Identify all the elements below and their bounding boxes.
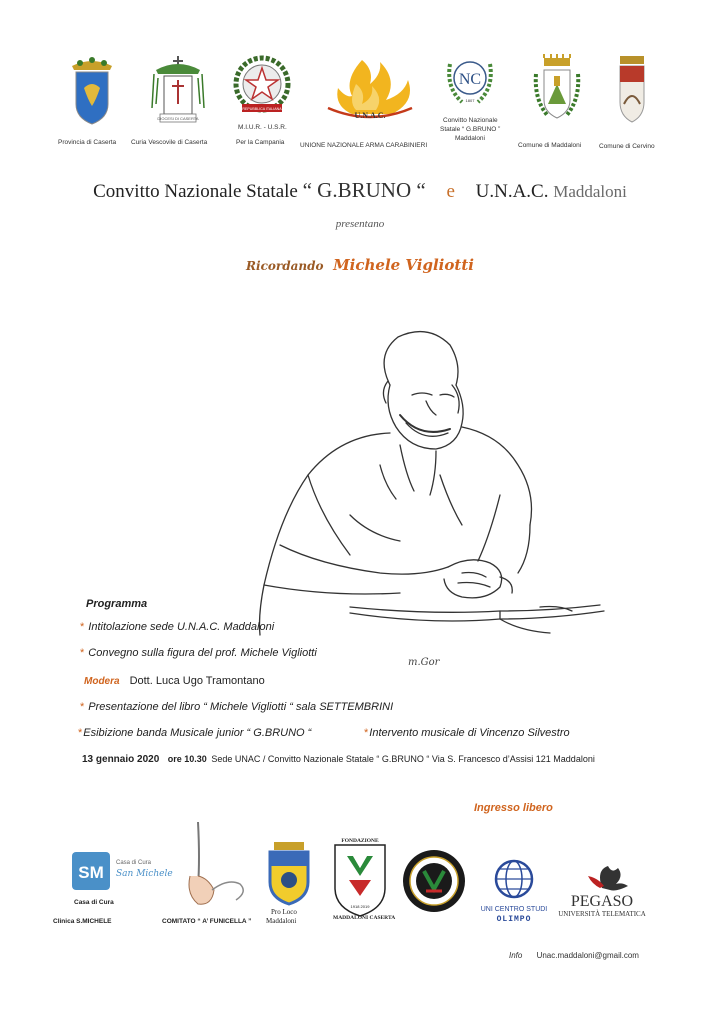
curia-vescovile-crest	[145, 54, 211, 126]
convitto-caption-2: Statale “ G.BRUNO ”	[440, 126, 501, 133]
title-gbruno: “ G.BRUNO “	[302, 178, 426, 202]
info-line	[509, 951, 639, 960]
program-item-2-text: Convegno sulla figura del prof. Michele Vigliotti	[88, 647, 317, 659]
bullet-icon: *	[78, 727, 83, 739]
unac-logo-text: U.N.A.C.	[354, 111, 386, 120]
bullet-icon: *	[364, 727, 369, 739]
san-michele-caption-1: Casa di Cura	[74, 899, 114, 906]
fondazione-bottom: MADDALONI CASERTA	[333, 915, 396, 921]
comune-maddaloni-crest	[531, 54, 583, 126]
uni-centro-line1: UNI CENTRO STUDI	[480, 906, 548, 913]
program-item-5	[364, 727, 570, 739]
program-item-4-text: Esibizione banda Musicale junior “ G.BRUNO “	[83, 727, 312, 739]
san-michele-logo	[70, 848, 180, 894]
program-item-1	[80, 621, 274, 633]
ricordando-prefix: Ricordando	[246, 259, 324, 273]
convitto-caption-3: Maddaloni	[455, 135, 485, 142]
program-item-3-text: Presentazione del libro “ Michele Vigliotti “ sala SETTEMBRINI	[88, 701, 394, 713]
miur-emblem-text: REPUBBLICA ITALIANA	[242, 107, 282, 111]
san-michele-mark: SM	[78, 863, 104, 882]
convitto-logo-year: 1807	[465, 98, 475, 103]
event-time: ore 10.30	[167, 754, 207, 764]
comune-cervino-crest	[610, 54, 654, 124]
fondazione-top: FONDAZIONE	[341, 838, 379, 844]
ricordando-heading	[0, 255, 720, 274]
provincia-caserta-crest	[64, 54, 120, 126]
program-item-2	[80, 647, 317, 659]
presentano-text: presentano	[335, 218, 385, 230]
convitto-caption-1: Convitto Nazionale	[443, 117, 498, 124]
pegaso-logo	[552, 862, 652, 922]
uni-centro-studi-logo	[478, 857, 550, 927]
title-convitto: Convitto Nazionale Statale	[93, 181, 298, 202]
date-line	[82, 754, 595, 765]
miur-caption: Per la Campania	[236, 139, 285, 146]
program-item-4	[78, 727, 311, 739]
modera-value: Dott. Luca Ugo Tramontano	[129, 675, 265, 687]
pegaso-name: PEGASO	[570, 893, 634, 910]
funicella-caption: COMITATO “ A’ FUNICELLA ”	[162, 918, 252, 925]
pro-loco-caption-1: Pro Loco	[271, 908, 297, 916]
round-seal-logo	[402, 849, 466, 913]
bullet-icon: *	[80, 647, 85, 659]
ricordando-name: Michele Vigliotti	[333, 256, 474, 274]
unac-caption: UNIONE NAZIONALE ARMA CARABINIERI	[300, 142, 428, 149]
fondazione-years: 1918 2019	[350, 904, 370, 909]
event-date: 13 gennaio 2020	[82, 754, 160, 765]
provincia-caserta-caption: Provincia di Caserta	[58, 139, 117, 146]
comune-cervino-caption: Comune di Cervino	[599, 143, 655, 150]
artist-signature: m.Gor	[408, 657, 440, 668]
title-conjunction: e	[446, 181, 455, 202]
unac-flame-logo	[322, 54, 418, 126]
pro-loco-crest	[264, 838, 314, 906]
comune-maddaloni-caption: Comune di Maddaloni	[518, 142, 582, 149]
miur-emblem	[232, 54, 292, 116]
bullet-icon: *	[80, 701, 85, 713]
event-title	[0, 178, 720, 203]
info-email[interactable]: Unac.maddaloni@gmail.com	[536, 951, 639, 960]
miur-caption-top: M.I.U.R. - U.S.R.	[238, 124, 287, 131]
pegaso-sub: UNIVERSITÀ TELEMATICA	[558, 910, 646, 918]
info-label: Info	[509, 951, 523, 960]
fondazione-shield	[331, 836, 389, 922]
program-item-5-text: Intervento musicale di Vincenzo Silvestro	[369, 727, 570, 739]
title-maddaloni: Maddaloni	[553, 182, 627, 201]
san-michele-script: San Michele	[116, 869, 173, 879]
curia-label: DIOCESI DI CASERTA	[157, 116, 199, 121]
funicella-logo	[178, 820, 250, 908]
uni-centro-line2: OLIMPO	[496, 915, 532, 924]
pro-loco-caption-2: Maddaloni	[266, 917, 297, 925]
bullet-icon: *	[80, 621, 85, 633]
convitto-logo	[440, 54, 500, 110]
san-michele-caption-2: Clinica S.MICHELE	[53, 918, 112, 925]
modera-line	[84, 675, 265, 687]
programma-heading: Programma	[86, 598, 148, 610]
san-michele-small: Casa di Cura	[116, 860, 152, 866]
modera-label: Modera	[84, 676, 120, 687]
program-item-1-text: Intitolazione sede U.N.A.C. Maddaloni	[88, 621, 275, 633]
program-item-3	[80, 701, 393, 713]
ingresso-libero: Ingresso libero	[474, 802, 553, 814]
curia-vescovile-caption: Curia Vescovile di Caserta	[131, 139, 208, 146]
title-unac: U.N.A.C.	[475, 181, 549, 202]
convitto-logo-letters: NC	[458, 71, 482, 88]
event-venue: Sede UNAC / Convitto Nazionale Statale “ G.BRUNO “ Via S. Francesco d’Assisi 121 Maddaloni	[211, 754, 595, 764]
